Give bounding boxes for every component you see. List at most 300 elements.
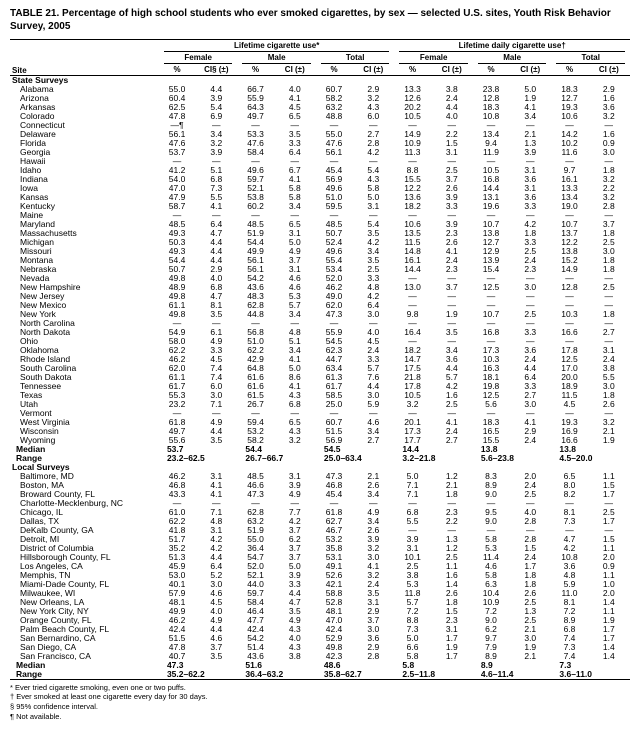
percent-value: 49.8 (168, 291, 186, 301)
ci-value: 7.3 (210, 183, 223, 193)
ci-value: 2.1 (367, 471, 380, 481)
ci-value: 3.0 (524, 282, 537, 292)
ci-value: 8.1 (210, 300, 223, 310)
ci-value: 2.6 (445, 183, 458, 193)
percent-value: 13.3 (404, 84, 421, 94)
ci-value: — (604, 120, 614, 130)
percent-value: 11.6 (561, 147, 578, 157)
percent-value: 44.0 (247, 579, 264, 589)
percent-value: 42.9 (247, 354, 264, 364)
median-value: 53.7 (166, 444, 184, 454)
ci-value: 4.0 (367, 327, 380, 337)
percent-value: 12.5 (482, 390, 500, 400)
site-name: San Bernardino, CA (20, 633, 96, 643)
percent-value: 8.1 (563, 507, 576, 517)
ci-value: 3.5 (288, 129, 301, 139)
table-row (10, 535, 630, 544)
ci-value: 6.8 (210, 174, 223, 184)
percent-value: 47.3 (247, 489, 264, 499)
ci-value: 3.5 (210, 309, 223, 319)
ci-value: 3.3 (445, 201, 458, 211)
site-name: Milwaukee, WI (20, 588, 76, 598)
ci-value: 4.6 (210, 633, 223, 643)
ci-value: 3.1 (602, 345, 615, 355)
col-header-male: Male (473, 52, 551, 64)
ci-value: 3.0 (602, 147, 615, 157)
ci-value: 1.2 (445, 471, 458, 481)
percent-value: 13.7 (561, 228, 578, 238)
ci-value: 2.6 (524, 588, 537, 598)
ci-value: 4.2 (367, 147, 380, 157)
ci-value: — (212, 318, 221, 328)
percent-value: 60.4 (168, 93, 186, 103)
ci-value: 1.1 (602, 606, 615, 616)
ci-value: 2.5 (524, 597, 537, 607)
ci-value: 4.4 (288, 588, 301, 598)
percent-value: 15.4 (482, 264, 500, 274)
percent-value: — (486, 525, 496, 535)
percent-value: 16.5 (482, 426, 500, 436)
ci-value: 1.4 (602, 651, 615, 661)
table-row (10, 310, 630, 319)
percent-value: 20.2 (404, 102, 421, 112)
table-row (10, 544, 630, 553)
percent-value: 46.7 (325, 525, 343, 535)
percent-value: 3.8 (406, 570, 419, 580)
percent-value: 7.1 (406, 489, 419, 499)
site-name: Kentucky (20, 201, 55, 211)
percent-value: 60.7 (325, 417, 343, 427)
percent-value: — (329, 318, 339, 328)
ci-value: 4.2 (367, 291, 380, 301)
percent-value: 48.1 (168, 597, 186, 607)
ci-value: 2.6 (367, 480, 380, 490)
percent-value: 58.8 (325, 588, 343, 598)
percent-value: 10.5 (482, 165, 500, 175)
table-row (10, 409, 630, 418)
ci-value: 4.0 (445, 111, 458, 121)
percent-value: 42.4 (325, 624, 343, 634)
ci-value: 3.0 (210, 390, 223, 400)
percent-value: 17.3 (404, 426, 421, 436)
ci-value: 4.4 (210, 552, 223, 562)
ci-value: — (526, 336, 535, 346)
col-header-total: Total (316, 52, 395, 64)
percent-value: 8.0 (563, 480, 576, 490)
site-name: New Orleans, LA (20, 597, 85, 607)
col-header-ci: CI (±) (509, 64, 551, 76)
percent-value: 4.2 (563, 543, 576, 553)
percent-value: 12.8 (561, 282, 578, 292)
percent-value: 53.2 (247, 426, 264, 436)
percent-value: 63.2 (325, 102, 343, 112)
percent-value: — (329, 498, 339, 508)
percent-value: 62.2 (247, 345, 264, 355)
range-value: 3.6–11.0 (559, 669, 593, 679)
site-name: Arkansas (20, 102, 56, 112)
ci-value: 2.9 (367, 606, 380, 616)
percent-value: — (408, 525, 417, 535)
ci-value: 3.3 (524, 237, 537, 247)
percent-value: 59.7 (247, 588, 264, 598)
ci-value: 7.1 (210, 399, 223, 409)
percent-value: 54.7 (247, 552, 264, 562)
section-header-row (10, 463, 630, 472)
percent-value: 6.8 (406, 507, 419, 517)
percent-value: 47.8 (168, 642, 186, 652)
percent-value: 18.3 (482, 102, 500, 112)
table-row (10, 373, 630, 382)
ci-value: 6.1 (210, 327, 223, 337)
percent-value: 17.0 (561, 363, 578, 373)
table-row (10, 220, 630, 229)
percent-value: — (486, 273, 496, 283)
ci-value: 1.6 (445, 570, 458, 580)
ci-value: 1.7 (445, 651, 458, 661)
percent-value: 3.2 (406, 399, 419, 409)
range-value: 26.7–66.7 (245, 453, 284, 463)
percent-value: — (408, 291, 417, 301)
ci-value: 3.2 (210, 138, 223, 148)
percent-value: 16.9 (561, 426, 578, 436)
ci-value: 2.8 (367, 651, 380, 661)
ci-value: 1.9 (602, 615, 615, 625)
ci-value: 3.4 (367, 426, 380, 436)
percent-value: 61.3 (325, 372, 343, 382)
ci-value: — (447, 525, 457, 535)
ci-value: 1.5 (602, 534, 615, 544)
percent-value: 62.0 (325, 300, 343, 310)
ci-value: 1.7 (602, 633, 615, 643)
median-value: 14.4 (402, 444, 419, 454)
range-row (10, 454, 630, 463)
percent-value: 7.1 (406, 480, 419, 490)
ci-value: 4.9 (288, 489, 301, 499)
table-row (10, 85, 630, 94)
table-row (10, 553, 630, 562)
ci-value: 3.3 (524, 201, 537, 211)
ci-value: 2.5 (602, 282, 615, 292)
ci-value: 3.2 (288, 435, 301, 445)
percent-value: 47.6 (247, 138, 264, 148)
percent-value: 10.1 (404, 552, 421, 562)
ci-value: — (369, 318, 378, 328)
percent-value: 51.0 (325, 192, 343, 202)
percent-value: 52.8 (325, 597, 343, 607)
ci-value: 3.4 (288, 309, 301, 319)
percent-value: 54.9 (168, 327, 186, 337)
percent-value: 8.9 (485, 480, 497, 490)
range-value: 4.6–11.4 (480, 669, 514, 679)
ci-value: 2.0 (602, 552, 615, 562)
ci-value: — (526, 300, 535, 310)
table-row (10, 346, 630, 355)
percent-value: 7.2 (563, 606, 576, 616)
ci-value: 7.6 (367, 372, 380, 382)
percent-value: 50.3 (168, 237, 186, 247)
percent-value: — (408, 336, 417, 346)
ci-value: 2.4 (367, 345, 380, 355)
ci-value: 3.1 (445, 147, 458, 157)
ci-value: — (290, 318, 300, 328)
percent-value: 43.3 (168, 489, 186, 499)
ci-value: 1.1 (445, 561, 458, 571)
percent-value: 54.5 (325, 336, 343, 346)
range-value: 35.2–62.2 (166, 669, 205, 679)
percent-value: — (408, 300, 417, 310)
table-row (10, 229, 630, 238)
percent-value: 18.1 (482, 372, 500, 382)
ci-value: 3.0 (367, 624, 380, 634)
footnotes (10, 683, 630, 722)
percent-value: 13.1 (482, 192, 500, 202)
ci-value: — (212, 120, 221, 130)
percent-value: 52.0 (325, 273, 343, 283)
percent-value: 63.2 (247, 516, 264, 526)
ci-value: 4.1 (210, 489, 223, 499)
ci-value: 3.7 (602, 219, 615, 229)
ci-value: 4.2 (524, 219, 537, 229)
percent-value: 13.8 (482, 228, 500, 238)
percent-value: 60.7 (325, 84, 343, 94)
ci-value: 2.5 (602, 237, 615, 247)
ci-value: — (290, 120, 300, 130)
percent-value: 4.6 (485, 561, 497, 571)
percent-value: 62.2 (168, 516, 186, 526)
site-name: North Dakota (20, 327, 71, 337)
ci-value: 4.0 (524, 507, 537, 517)
ci-value: 5.0 (288, 363, 301, 373)
ci-value: 5.0 (288, 237, 301, 247)
ci-value: 2.5 (445, 552, 458, 562)
ci-value: 5.1 (288, 336, 301, 346)
percent-value: 2.5 (406, 561, 419, 571)
site-name: New Hampshire (20, 282, 81, 292)
ci-value: — (526, 210, 535, 220)
percent-value: 61.7 (325, 381, 343, 391)
percent-value: 49.6 (325, 246, 343, 256)
percent-value: 11.9 (483, 147, 499, 157)
percent-value: — (565, 120, 574, 130)
table-row (10, 580, 630, 589)
ci-value: 5.4 (210, 102, 223, 112)
percent-value: 55.6 (168, 435, 186, 445)
ci-value: 2.6 (445, 588, 458, 598)
footnote: † Ever smoked at least one cigarette every day for 30 days. (10, 692, 208, 702)
ci-value: 7.7 (288, 507, 301, 517)
percent-value: 54.4 (247, 237, 264, 247)
percent-value: — (172, 156, 182, 166)
ci-value: — (604, 156, 614, 166)
range-value: 25.0–63.4 (323, 453, 362, 463)
table-row (10, 508, 630, 517)
ci-value: 4.2 (210, 534, 223, 544)
percent-value: — (329, 408, 339, 418)
site-name: San Diego, CA (20, 642, 77, 652)
percent-value: 11.8 (404, 588, 421, 598)
ci-value: 1.4 (602, 597, 615, 607)
percent-value: 9.8 (406, 309, 419, 319)
percent-value: 48.8 (325, 111, 343, 121)
summary-label: Median (16, 660, 46, 670)
percent-value: 52.0 (247, 561, 264, 571)
site-name: Broward County, FL (20, 489, 95, 499)
percent-value: — (251, 156, 260, 166)
percent-value: 49.9 (247, 246, 264, 256)
section-label: Local Surveys (12, 462, 70, 472)
percent-value: 62.5 (168, 102, 186, 112)
percent-value: 62.2 (168, 345, 186, 355)
ci-value: 4.5 (367, 336, 380, 346)
table-row (10, 589, 630, 598)
site-name: New York City, NY (20, 606, 89, 616)
ci-value: 3.4 (367, 489, 380, 499)
ci-value: 5.8 (288, 183, 301, 193)
ci-value: 3.1 (288, 471, 301, 481)
percent-value: 12.5 (482, 282, 500, 292)
percent-value: 51.5 (168, 633, 186, 643)
percent-value: 59.4 (247, 417, 264, 427)
ci-value: 3.5 (367, 588, 380, 598)
ci-value: 2.4 (524, 480, 537, 490)
section-label: State Surveys (12, 75, 69, 85)
ci-value: 2.5 (524, 489, 537, 499)
percent-value: 16.6 (561, 327, 578, 337)
percent-value: — (565, 300, 574, 310)
ci-value: 1.6 (602, 129, 615, 139)
percent-value: 7.4 (563, 633, 576, 643)
percent-value: — (565, 498, 574, 508)
ci-value: 3.7 (288, 552, 301, 562)
percent-value: 56.8 (247, 327, 264, 337)
percent-value: 62.8 (247, 507, 264, 517)
percent-value: 61.6 (247, 372, 264, 382)
site-name: Kansas (20, 192, 49, 202)
percent-value: 5.6 (485, 399, 497, 409)
site-name: Vermont (20, 408, 52, 418)
site-name: Idaho (20, 165, 42, 175)
percent-value: 62.8 (247, 300, 264, 310)
ci-value: 3.0 (524, 633, 537, 643)
ci-value: 1.8 (602, 390, 615, 400)
ci-value: 4.8 (367, 282, 380, 292)
table-row (10, 643, 630, 652)
footnote: ¶ Not available. (10, 711, 62, 721)
table-row (10, 112, 630, 121)
ci-value: 3.7 (288, 525, 301, 535)
table-row (10, 427, 630, 436)
percent-value: 60.2 (247, 201, 264, 211)
percent-value: 10.7 (561, 219, 578, 229)
site-name: Texas (20, 390, 43, 400)
ci-value: 2.4 (524, 354, 537, 364)
ci-value: 6.4 (524, 372, 537, 382)
percent-value: 55.3 (168, 390, 186, 400)
table-row (10, 175, 630, 184)
site-name: DeKalb County, GA (20, 525, 94, 535)
ci-value: 3.9 (445, 192, 458, 202)
ci-value: 3.4 (288, 201, 301, 211)
site-name: Iowa (20, 183, 38, 193)
percent-value: 43.6 (247, 651, 264, 661)
percent-value: 48.5 (325, 219, 343, 229)
table-row (10, 625, 630, 634)
percent-value: 59.5 (325, 201, 343, 211)
ci-value: 3.1 (445, 624, 458, 634)
percent-value: 11.4 (483, 552, 499, 562)
ci-value: 6.4 (367, 300, 380, 310)
table-row (10, 157, 630, 166)
ci-value: 2.1 (524, 129, 537, 139)
ci-value: 5.0 (524, 84, 537, 94)
percent-value: — (408, 408, 417, 418)
ci-value: 3.4 (210, 129, 223, 139)
percent-value: 17.8 (404, 381, 421, 391)
ci-value: 6.8 (288, 399, 301, 409)
ci-value: 2.4 (524, 255, 537, 265)
percent-value: 45.4 (325, 165, 343, 175)
ci-value: 3.1 (288, 228, 301, 238)
ci-value: 2.4 (524, 552, 537, 562)
ci-value: 8.6 (288, 372, 301, 382)
table-row (10, 400, 630, 409)
table-row (10, 283, 630, 292)
site-name: New York (20, 309, 56, 319)
table-row (10, 319, 630, 328)
ci-value: — (447, 408, 457, 418)
percent-value: 61.8 (325, 507, 343, 517)
site-name: Baltimore, MD (20, 471, 74, 481)
ci-value: 4.1 (210, 201, 223, 211)
ci-value: 4.9 (367, 507, 380, 517)
ci-value: 1.7 (602, 624, 615, 634)
table-row (10, 598, 630, 607)
table-row (10, 193, 630, 202)
percent-value: 10.8 (561, 552, 578, 562)
percent-value: 10.7 (482, 309, 500, 319)
percent-value: 11.3 (404, 147, 421, 157)
ci-value: 5.7 (367, 363, 380, 373)
percent-value: 58.7 (168, 201, 186, 211)
table-title: TABLE 21. Percentage of high school students who ever smoked cigarettes, by sex — selected U.S. sites, Youth Risk Behavior Survey, 2005 (10, 8, 611, 32)
ci-value: 2.9 (524, 426, 537, 436)
percent-value: 53.2 (325, 534, 343, 544)
percent-value: 50.7 (325, 228, 343, 238)
ci-value: 6.4 (210, 561, 223, 571)
ci-value: 3.7 (367, 615, 380, 625)
ci-value: 1.9 (524, 642, 537, 652)
ci-value: — (526, 273, 535, 283)
ci-value: — (212, 408, 221, 418)
site-name: Chicago, IL (20, 507, 63, 517)
ci-value: 4.6 (210, 588, 223, 598)
percent-value: 17.7 (404, 435, 421, 445)
ci-value: 3.6 (524, 192, 537, 202)
site-name: Nebraska (20, 264, 57, 274)
ci-value: 3.1 (367, 201, 380, 211)
percent-value: 49.7 (168, 426, 186, 436)
percent-value: 12.7 (482, 237, 500, 247)
ci-value: 3.0 (367, 552, 380, 562)
percent-value: 49.1 (325, 561, 343, 571)
ci-value: 4.3 (288, 426, 301, 436)
ci-value: 3.9 (445, 219, 458, 229)
ci-value: 2.3 (445, 228, 458, 238)
site-name: Hillsborough County, FL (20, 552, 111, 562)
ci-value: 3.9 (524, 147, 537, 157)
site-name: New Mexico (20, 300, 67, 310)
ci-value: 4.0 (288, 84, 301, 94)
